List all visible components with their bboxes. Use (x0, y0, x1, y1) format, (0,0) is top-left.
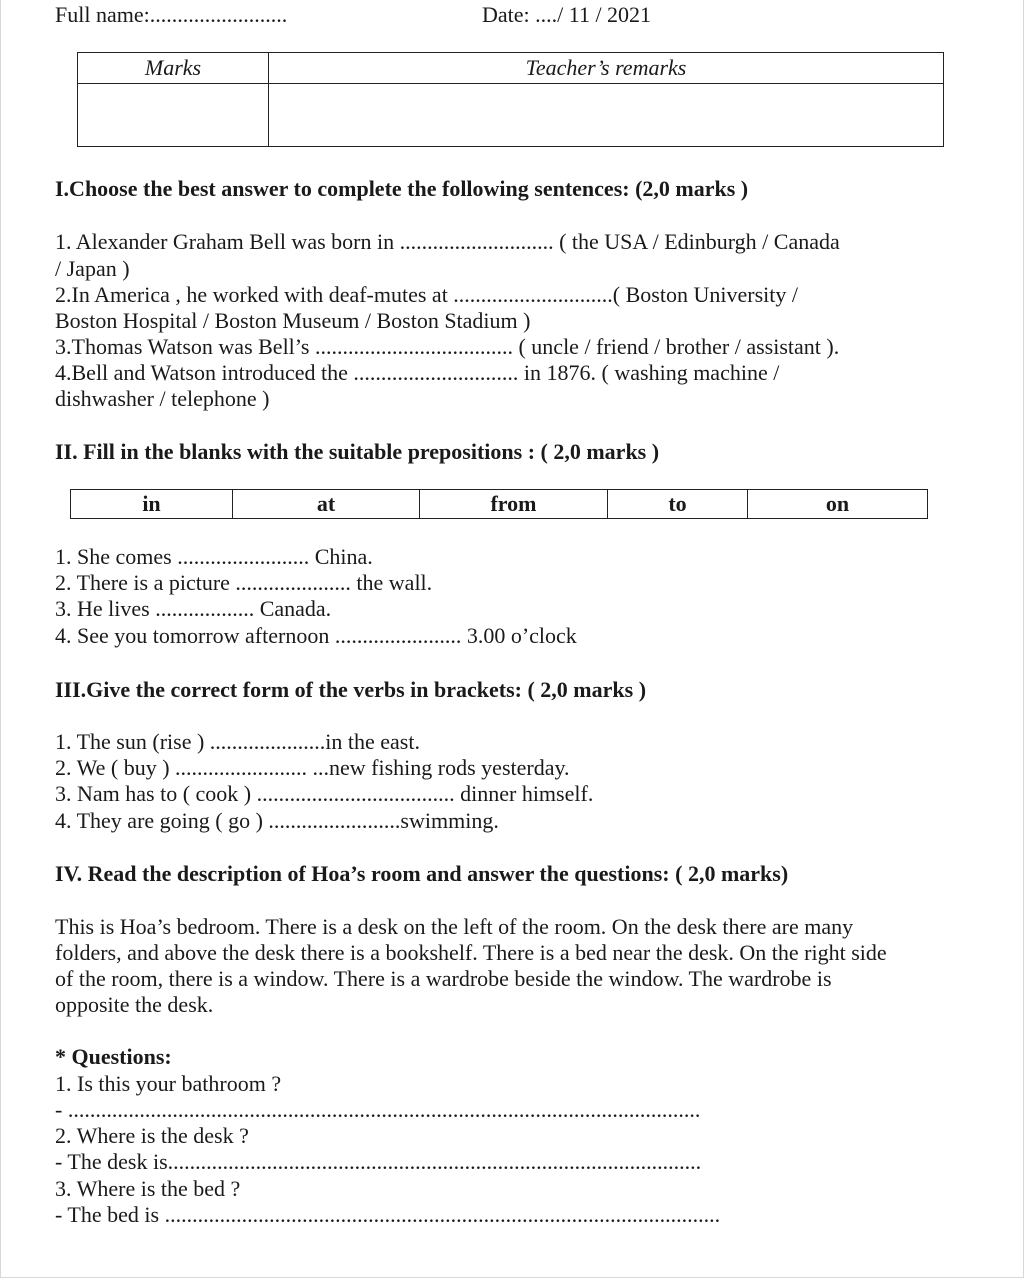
answer-line: - The bed is ..................................................................................................... (55, 1202, 721, 1227)
section2-line: 3. He lives .................. Canada. (55, 596, 332, 621)
section1-line: / Japan ) (55, 256, 130, 281)
preposition-cell: in (71, 490, 233, 519)
questions-heading: * Questions: (55, 1044, 172, 1069)
section4-title: IV. Read the description of Hoa’s room and answer the questions: ( 2,0 marks) (55, 861, 789, 886)
section1-line: 3.Thomas Watson was Bell’s .................................... ( uncle / friend / brother / assistant ). (55, 334, 840, 359)
section1-line: 2.In America , he worked with deaf-mutes at .............................( Boston University / (55, 282, 798, 307)
question-line: 1. Is this your bathroom ? (55, 1071, 282, 1096)
question-line: 2. Where is the desk ? (55, 1123, 249, 1148)
paragraph-line: of the room, there is a window. There is a wardrobe beside the window. The wardrobe is (55, 966, 832, 991)
answer-line: - ................................................................................................................... (55, 1097, 701, 1122)
paragraph-line: opposite the desk. (55, 992, 214, 1017)
section3-title: III.Give the correct form of the verbs in brackets: ( 2,0 marks ) (55, 677, 647, 702)
section3-line: 4. They are going ( go ) ........................swimming. (55, 808, 499, 833)
teacher-remarks-cell (269, 84, 944, 147)
section1-line: 4.Bell and Watson introduced the .............................. in 1876. ( washing machine / (55, 360, 780, 385)
date-field: Date: ..../ 11 / 2021 (482, 2, 652, 27)
section1-line: Boston Hospital / Boston Museum / Boston Stadium ) (55, 308, 531, 333)
section1-line: dishwasher / telephone ) (55, 386, 270, 411)
answer-line: - The desk is................................................................................................. (55, 1149, 702, 1174)
prepositions-table (70, 489, 928, 519)
preposition-cell: at (233, 490, 420, 519)
section2-line: 4. See you tomorrow afternoon ....................... 3.00 o’clock (55, 623, 577, 648)
section3-line: 2. We ( buy ) ........................ ...new fishing rods yesterday. (55, 755, 570, 780)
score-table (77, 52, 944, 147)
section3-line: 1. The sun (rise ) .....................in the east. (55, 729, 420, 754)
marks-header: Marks (78, 53, 269, 84)
full-name-field: Full name:......................... (55, 2, 288, 27)
paragraph-line: folders, and above the desk there is a bookshelf. There is a bed near the desk. On the right side (55, 940, 887, 965)
marks-cell (78, 84, 269, 147)
paragraph-line: This is Hoa’s bedroom. There is a desk on the left of the room. On the desk there are many (55, 914, 854, 939)
section3-line: 3. Nam has to ( cook ) .................................... dinner himself. (55, 781, 594, 806)
preposition-cell: on (748, 490, 928, 519)
section1-title: I.Choose the best answer to complete the following sentences: (2,0 marks ) (55, 176, 749, 201)
section2-title: II. Fill in the blanks with the suitable prepositions : ( 2,0 marks ) (55, 439, 660, 464)
section1-line: 1. Alexander Graham Bell was born in ............................ ( the USA / Edinburgh / Canada (55, 229, 840, 254)
preposition-cell: to (608, 490, 748, 519)
question-line: 3. Where is the bed ? (55, 1176, 241, 1201)
section2-line: 1. She comes ........................ China. (55, 544, 373, 569)
teacher-remarks-header: Teacher’s remarks (269, 53, 944, 84)
preposition-cell: from (420, 490, 608, 519)
section2-line: 2. There is a picture ..................... the wall. (55, 570, 433, 595)
